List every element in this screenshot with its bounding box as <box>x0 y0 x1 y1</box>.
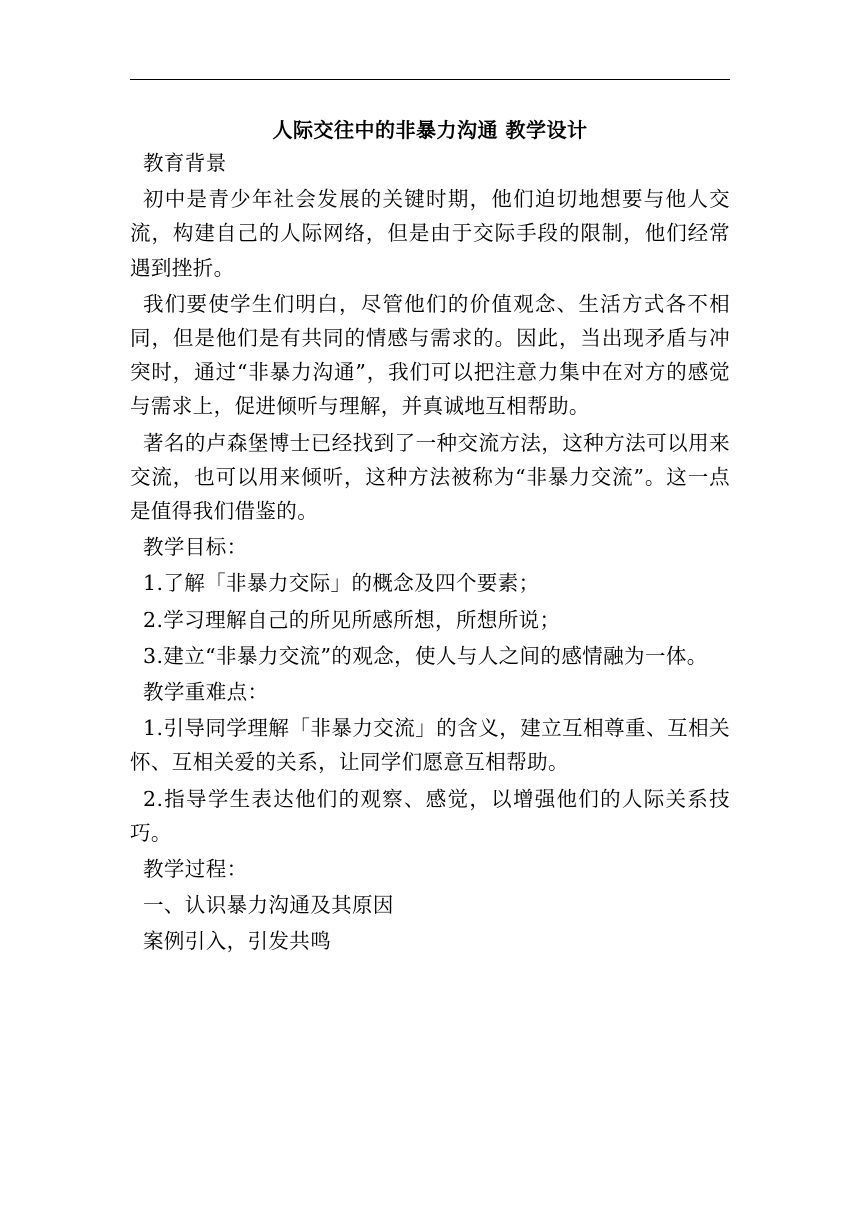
section-heading-process: 教学过程： <box>143 857 248 882</box>
document-title: 人际交往中的非暴力沟通 教学设计 <box>272 118 588 142</box>
list-item: 3.建立“非暴力交流”的观念，使人与人之间的感情融为一体。 <box>143 643 708 668</box>
paragraph: 著名的卢森堡博士已经找到了一种交流方法，这种方法可以用来交流，也可以用来倾听，这种方法被称为“非暴力交流”。这一点是值得我们借鉴的。 <box>130 430 730 524</box>
header-rule <box>130 79 730 80</box>
paragraph: 初中是青少年社会发展的关键时期，他们迫切地想要与他人交流，构建自己的人际网络，但是由于交际手段的限制，他们经常遇到挫折。 <box>130 187 730 280</box>
list-item: 2.指导学生表达他们的观察、感觉，以增强他们的人际关系技巧。 <box>130 786 730 845</box>
paragraph: 案例引入，引发共鸣 <box>143 929 332 954</box>
section-heading-objectives: 教学目标： <box>143 535 248 560</box>
list-item: 2.学习理解自己的所见所感所想，所想所说； <box>143 607 561 632</box>
list-item: 1.引导同学理解「非暴力交流」的含义，建立互相尊重、互相关怀、互相关爱的关系，让同学们愿意互相帮助。 <box>130 716 730 775</box>
paragraph: 我们要使学生们明白，尽管他们的价值观念、生活方式各不相同，但是他们是有共同的情感与需求的。因此，当出现矛盾与冲突时，通过“非暴力沟通”，我们可以把注意力集中在对方的感觉与需求上，促进倾听与理解，并真诚地互相帮助。 <box>130 291 730 419</box>
list-item: 1.了解「非暴力交际」的概念及四个要素； <box>143 571 540 596</box>
document-body <box>130 146 730 959</box>
subsection-heading: 一、认识暴力沟通及其原因 <box>143 893 394 918</box>
section-heading-key-points: 教学重难点： <box>143 680 269 705</box>
section-heading-background: 教育背景 <box>143 151 227 175</box>
